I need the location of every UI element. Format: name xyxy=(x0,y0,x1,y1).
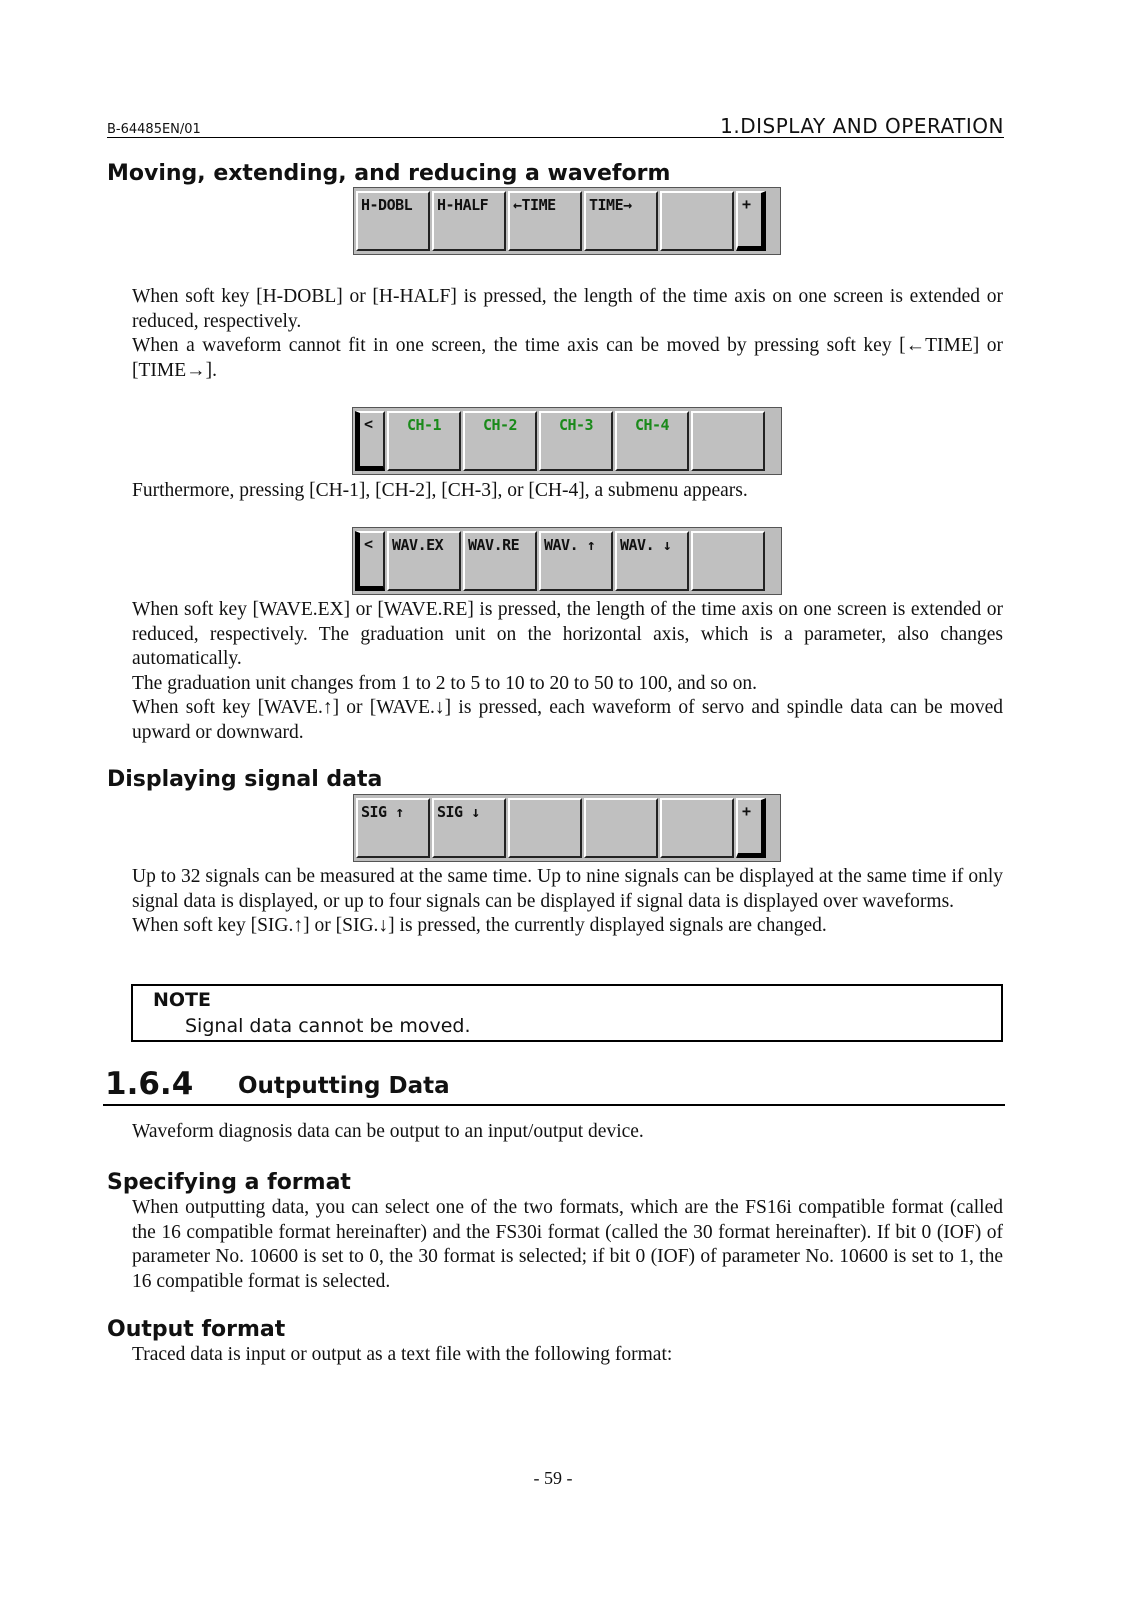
para: Up to 32 signals can be measured at the same time. Up to nine signals can be displayed at the same time if only signal data is displayed, or up to four signals can be displayed if signal data is displayed over waveforms. xyxy=(132,866,1003,912)
softkey-bar-signal xyxy=(353,794,781,862)
doc-id: B-64485EN/01 xyxy=(107,122,201,137)
softkey-time-left[interactable]: ←TIME xyxy=(508,191,582,251)
section-rule xyxy=(103,1104,1005,1106)
softkey-prev[interactable]: < xyxy=(355,531,385,591)
para: When soft key [WAVE.↑] or [WAVE.↓] is pressed, each waveform of servo and spindle data can be moved upward or downward. xyxy=(132,697,1003,743)
softkey-wav-up[interactable]: WAV. ↑ xyxy=(539,531,613,591)
section-number: 1.6.4 xyxy=(105,1066,194,1102)
softkey-prev[interactable]: < xyxy=(355,411,385,471)
softkey-bar-time xyxy=(353,187,781,255)
para-submenu: Furthermore, pressing [CH-1], [CH-2], [CH-3], or [CH-4], a submenu appears. xyxy=(132,480,748,501)
heading-moving: Moving, extending, and reducing a waveform xyxy=(107,161,671,186)
chapter-title: 1.DISPLAY AND OPERATION xyxy=(720,114,1004,138)
softkey-sig-up[interactable]: SIG ↑ xyxy=(356,798,430,858)
softkey-bar-channels xyxy=(352,407,782,475)
moving-text-1 xyxy=(132,285,1003,383)
softkey-blank[interactable] xyxy=(660,191,734,251)
signal-text xyxy=(132,865,1003,939)
section-title: Outputting Data xyxy=(238,1073,450,1099)
heading-signal: Displaying signal data xyxy=(107,767,383,792)
softkey-ch-3[interactable]: CH-3 xyxy=(539,411,613,471)
softkey-blank[interactable] xyxy=(691,531,765,591)
para: The graduation unit changes from 1 to 2 to 5 to 10 to 20 to 50 to 100, and so on. xyxy=(132,672,757,694)
softkey-bar-wave xyxy=(352,527,782,595)
softkey-ch-1[interactable]: CH-1 xyxy=(387,411,461,471)
softkey-sig-down[interactable]: SIG ↓ xyxy=(432,798,506,858)
note-body: Signal data cannot be moved. xyxy=(185,1015,471,1037)
softkey-ch-4[interactable]: CH-4 xyxy=(615,411,689,471)
softkey-wav-ex[interactable]: WAV.EX xyxy=(387,531,461,591)
softkey-time-right[interactable]: TIME→ xyxy=(584,191,658,251)
softkey-blank[interactable] xyxy=(691,411,765,471)
heading-format: Specifying a format xyxy=(107,1170,351,1195)
moving-text-2 xyxy=(132,598,1003,745)
softkey-wav-re[interactable]: WAV.RE xyxy=(463,531,537,591)
softkey-next[interactable]: + xyxy=(736,191,766,251)
note-box xyxy=(131,984,1003,1042)
softkey-ch-2[interactable]: CH-2 xyxy=(463,411,537,471)
para: When soft key [WAVE.EX] or [WAVE.RE] is pressed, the length of the time axis on one screen is extended or reduced, respectively. The graduation unit on the horizontal axis, which is a parameter, also changes automatically. xyxy=(132,599,1003,669)
note-title: NOTE xyxy=(153,989,211,1011)
softkey-h-half[interactable]: H-HALF xyxy=(432,191,506,251)
header-rule xyxy=(107,137,1004,138)
output-format-para: Traced data is input or output as a text file with the following format: xyxy=(132,1344,673,1365)
para: When a waveform cannot fit in one screen, the time axis can be moved by pressing soft key [←TIME] or [TIME→]. xyxy=(132,335,1003,381)
softkey-blank[interactable] xyxy=(660,798,734,858)
softkey-blank[interactable] xyxy=(584,798,658,858)
heading-output-format: Output format xyxy=(107,1317,286,1342)
softkey-wav-down[interactable]: WAV. ↓ xyxy=(615,531,689,591)
softkey-next[interactable]: + xyxy=(736,798,766,858)
output-para: Waveform diagnosis data can be output to an input/output device. xyxy=(132,1121,644,1142)
para: When soft key [H-DOBL] or [H-HALF] is pressed, the length of the time axis on one screen is extended or reduced, respectively. xyxy=(132,286,1003,332)
format-para: When outputting data, you can select one of the two formats, which are the FS16i compatible format (called the 16 compatible format hereinafter) and the FS30i format (called the 30 format hereinafter). If bit 0 (IOF) of parameter No. 10600 is set to 0, the 30 format is selected; if bit 0 (IOF) of parameter No. 10600 is set to 1, the 16 compatible format is selected. xyxy=(132,1197,1003,1292)
page-number: - 59 - xyxy=(533,1468,573,1488)
para: When soft key [SIG.↑] or [SIG.↓] is pressed, the currently displayed signals are changed. xyxy=(132,915,827,936)
softkey-blank[interactable] xyxy=(508,798,582,858)
softkey-h-dobl[interactable]: H-DOBL xyxy=(356,191,430,251)
